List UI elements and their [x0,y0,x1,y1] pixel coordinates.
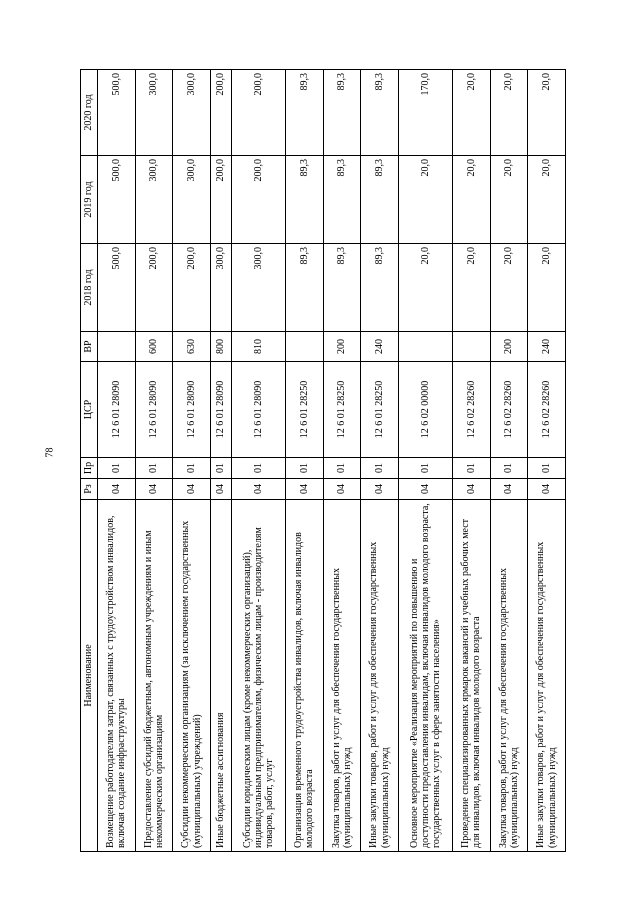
header-vr: ВР [81,332,98,362]
page-number: 78 [44,447,56,458]
row-2019: 20,0 [528,156,566,244]
table-row [173,70,211,852]
row-2018: 89,3 [323,244,361,332]
row-vr [98,332,136,362]
table-row [490,70,528,852]
row-2020: 89,3 [323,70,361,156]
row-rz: 04 [453,479,491,500]
row-2020: 200,0 [231,70,285,156]
row-csr: 12 6 01 28090 [231,362,285,458]
row-csr: 12 6 01 28250 [361,362,399,458]
row-2019: 200,0 [231,156,285,244]
table-row [98,70,136,852]
row-pr: 01 [231,458,285,479]
row-2019: 89,3 [286,156,324,244]
row-pr: 01 [286,458,324,479]
row-2018: 300,0 [210,244,231,332]
row-rz: 04 [398,479,452,500]
row-rz: 04 [231,479,285,500]
row-name: Иные закупки товаров, работ и услуг для обеспечения государственных (муниципальных) нужд [528,500,566,852]
header-2018: 2018 год [81,244,98,332]
row-rz: 04 [490,479,528,500]
row-2018: 89,3 [361,244,399,332]
row-vr: 200 [323,332,361,362]
header-2020: 2020 год [81,70,98,156]
row-name: Предоставление субсидий бюджетным, автономным учреждениям и иным некоммерческим организациям [135,500,173,852]
row-pr: 01 [210,458,231,479]
row-2020: 20,0 [453,70,491,156]
row-csr: 12 6 01 28090 [173,362,211,458]
row-2018: 500,0 [98,244,136,332]
row-name: Субсидии юридическим лицам (кроме некоммерческих организаций), индивидуальным предпринимателям, физическим лицам - производителям товаров, работ, услуг [231,500,285,852]
row-vr: 240 [528,332,566,362]
row-2019: 300,0 [135,156,173,244]
row-vr [453,332,491,362]
row-csr: 12 6 01 28090 [98,362,136,458]
header-pr: Пр [81,458,98,479]
row-2020: 89,3 [361,70,399,156]
row-2019: 20,0 [490,156,528,244]
row-2018: 20,0 [453,244,491,332]
row-rz: 04 [323,479,361,500]
row-vr: 600 [135,332,173,362]
row-2018: 89,3 [286,244,324,332]
row-vr: 800 [210,332,231,362]
row-rz: 04 [361,479,399,500]
header-csr: ЦСР [81,362,98,458]
row-csr: 12 6 02 00000 [398,362,452,458]
header-2019: 2019 год [81,156,98,244]
table-row [323,70,361,852]
row-name: Возмещение работодателям затрат, связанных с трудоустройством инвалидов, включая создание инфраструктуры [98,500,136,852]
row-2019: 20,0 [398,156,452,244]
row-name: Закупка товаров, работ и услуг для обеспечения государственных (муниципальных) нужд [490,500,528,852]
row-2019: 20,0 [453,156,491,244]
row-name: Иные закупки товаров, работ и услуг для обеспечения государственных (муниципальных) нужд [361,500,399,852]
row-pr: 01 [323,458,361,479]
table-row [528,70,566,852]
row-vr: 810 [231,332,285,362]
row-vr: 630 [173,332,211,362]
header-name: Наименование [81,500,98,852]
row-rz: 04 [210,479,231,500]
row-pr: 01 [398,458,452,479]
row-2018: 20,0 [490,244,528,332]
row-rz: 04 [173,479,211,500]
row-2019: 300,0 [173,156,211,244]
row-2018: 20,0 [528,244,566,332]
row-2020: 20,0 [528,70,566,156]
row-name: Субсидии некоммерческим организациям (за исключением государственных (муниципальных) учреждений) [173,500,211,852]
row-2019: 89,3 [323,156,361,244]
row-2020: 170,0 [398,70,452,156]
row-vr: 200 [490,332,528,362]
row-2018: 200,0 [135,244,173,332]
row-pr: 01 [361,458,399,479]
row-2018: 300,0 [231,244,285,332]
row-pr: 01 [453,458,491,479]
table-row [231,70,285,852]
header-row [81,70,98,852]
table-area [80,70,566,852]
row-2020: 20,0 [490,70,528,156]
row-name: Иные бюджетные ассигнования [210,500,231,852]
table-row [210,70,231,852]
row-vr: 240 [361,332,399,362]
row-name: Основное мероприятие «Реализация мероприятий по повышению и доступности предоставления инвалидам, включая инвалидов молодого возраста, государственных услуг в сфере занятости населения» [398,500,452,852]
header-rz: Рз [81,479,98,500]
row-csr: 12 6 01 28090 [135,362,173,458]
row-2018: 20,0 [398,244,452,332]
row-rz: 04 [98,479,136,500]
row-2019: 89,3 [361,156,399,244]
row-2020: 200,0 [210,70,231,156]
rotated-table-frame [80,70,566,852]
row-csr: 12 6 01 28090 [210,362,231,458]
budget-table [80,69,566,852]
row-rz: 04 [135,479,173,500]
row-csr: 12 6 02 28260 [453,362,491,458]
row-csr: 12 6 01 28250 [286,362,324,458]
row-pr: 01 [490,458,528,479]
row-name: Проведение специализированных ярмарок вакансий и учебных рабочих мест для инвалидов, включая инвалидов молодого возраста [453,500,491,852]
table-row [361,70,399,852]
row-2020: 300,0 [173,70,211,156]
row-csr: 12 6 01 28250 [323,362,361,458]
row-name: Организация временного трудоустройства инвалидов, включая инвалидов молодого возраста [286,500,324,852]
row-pr: 01 [173,458,211,479]
row-vr [398,332,452,362]
table-row [398,70,452,852]
row-csr: 12 6 02 28260 [528,362,566,458]
table-row [286,70,324,852]
row-2020: 89,3 [286,70,324,156]
row-rz: 04 [286,479,324,500]
row-pr: 01 [98,458,136,479]
row-2020: 500,0 [98,70,136,156]
row-2019: 200,0 [210,156,231,244]
row-pr: 01 [135,458,173,479]
row-vr [286,332,324,362]
row-csr: 12 6 02 28260 [490,362,528,458]
table-row [135,70,173,852]
row-pr: 01 [528,458,566,479]
row-rz: 04 [528,479,566,500]
row-2020: 300,0 [135,70,173,156]
table-row [453,70,491,852]
row-2019: 500,0 [98,156,136,244]
row-2018: 200,0 [173,244,211,332]
row-name: Закупка товаров, работ и услуг для обеспечения государственных (муниципальных) нужд [323,500,361,852]
